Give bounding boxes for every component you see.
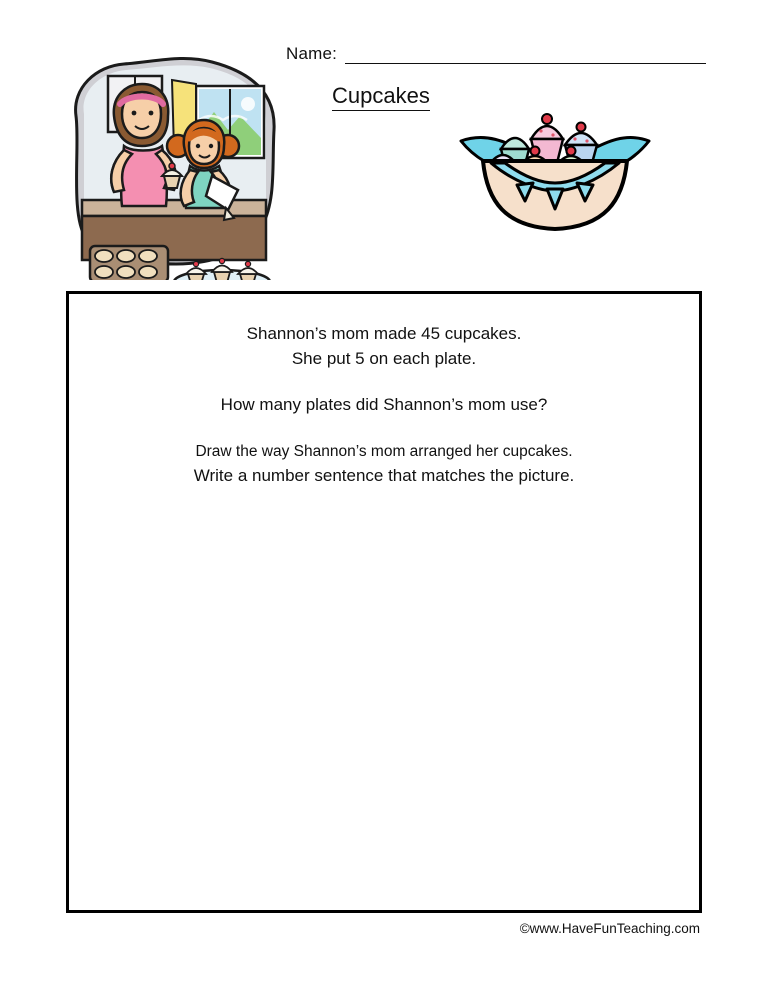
- page-title: Cupcakes: [332, 84, 430, 111]
- direction-line-2: Write a number sentence that matches the picture.: [193, 465, 575, 485]
- problem-question: How many plates did Shannon’s mom use?: [220, 395, 548, 415]
- answer-work-area[interactable]: [66, 291, 702, 913]
- name-label: Name:: [286, 44, 338, 63]
- direction-line-1: Draw the way Shannon’s mom arranged her cupcakes.: [195, 443, 573, 461]
- problem-line-2: She put 5 on each plate.: [291, 348, 477, 368]
- copyright-footer: ©www.HaveFunTeaching.com: [519, 921, 700, 936]
- baking-scene-illustration: [62, 50, 282, 280]
- name-input-line[interactable]: [345, 49, 706, 64]
- problem-line-1: Shannon’s mom made 45 cupcakes.: [246, 324, 522, 343]
- cupcake-bowl-illustration: [455, 105, 655, 240]
- problem-text-block: [69, 322, 699, 488]
- name-field-row: [286, 44, 706, 64]
